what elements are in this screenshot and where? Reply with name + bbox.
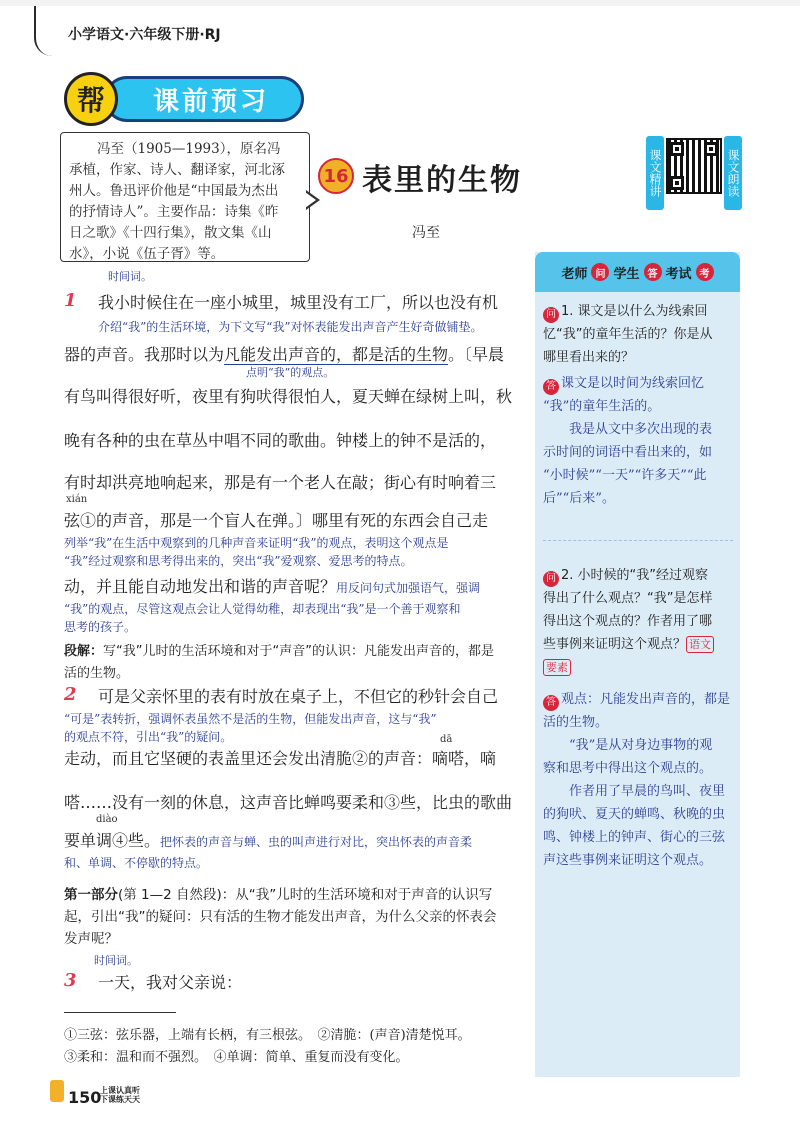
page-number: 150 [68, 1088, 102, 1107]
question-2: 问 2. 小时候的“我”经过观察 得出了什么观点？“我”是怎样 得出这个观点的？作者用了哪 些事例来证明这个观点？ 语文 要素 [543, 568, 713, 674]
paragraph-3-line: 一天，我对父亲说： [98, 973, 243, 992]
paragraph-summary: 段解：写“我”儿时的生活环境和对于“声音”的认识：凡能发出声音的，都是 [64, 644, 494, 659]
paragraph-summary: 活的生物。 [64, 666, 130, 681]
paragraph-1-note: “我”的观点，尽管这观点会让人觉得幼稚，却表现出“我”是一个善于观察和 [64, 602, 461, 616]
paragraph-2-note: 的观点不符，引出“我”的疑问。 [64, 730, 233, 744]
footnote-divider [64, 1012, 176, 1013]
author-note-line: 日之歌》《十四行集》，散文集《山 [69, 225, 272, 241]
question-badge-icon: 问 [543, 307, 559, 323]
lesson-explain-label[interactable]: 课文精讲 [646, 136, 664, 210]
answer-2: 答 观点：凡能发出声音的，都是 活的生物。 “我”是从对身边事物的观 察和思考中得出这个观点的。 作者用了早晨的鸟叫、夜里 的狗吠、夏天的蝉鸣、秋晚的虫 鸣、钟楼上的钟声、街心的三弦 声这些事例来证明这个观点。 [543, 692, 731, 868]
page-badge-icon [50, 1080, 64, 1102]
answer-badge-icon: 答 [644, 263, 662, 281]
role-student: 学生 [613, 266, 640, 282]
page-slogan: 上课认真听 下课练天天 [100, 1086, 140, 1104]
role-teacher: 老师 [561, 266, 588, 282]
role-exam: 考试 [665, 266, 692, 282]
paragraph-1-line: 晚有各种的虫在草丛中唱不同的歌曲。钟楼上的钟不是活的， [64, 431, 497, 450]
paragraph-2-line: 走动，而且它坚硬的表盖里还会发出清脆②的声音：嘀嗒，嘀 [64, 749, 497, 768]
book-title: 小学语文·六年级下册·RJ [68, 27, 221, 43]
pinyin: dā [440, 734, 453, 745]
annotation-time-word: 时间词。 [94, 954, 138, 967]
lesson-author: 冯至 [412, 225, 440, 241]
paragraph-number: 2 [64, 684, 77, 705]
author-note-line: 的抒情诗人”。主要作品：诗集《昨 [69, 204, 279, 220]
chinese-element-tag: 语文 [686, 636, 714, 653]
sidebar-divider [543, 540, 733, 541]
paragraph-1-line: 有鸟叫得很好听，夜里有狗吠得很怕人，夏天蝉在绿树上叫，秋 [64, 387, 513, 406]
paragraph-number: 3 [64, 970, 77, 991]
answer-badge-icon: 答 [543, 695, 559, 711]
chinese-element-tag: 要素 [543, 659, 571, 676]
page-top-edge [0, 0, 800, 6]
author-note-line: 冯至（1905—1993），原名冯 [97, 141, 281, 157]
answer-1: 答 课文是以时间为线索回忆 “我”的童年生活的。 我是从文中多次出现的表 示时间的词语中看出来的，如 “小时候”“一天”“许多天”“此 后”“后来”。 [543, 376, 713, 506]
paragraph-1-line: 有时却洪亮地响起来，那是有一个老人在敲；街心有时响着三 [64, 473, 497, 492]
paragraph-1-note: 列举“我”在生活中观察到的几种声音来证明“我”的观点，表明这个观点是 [64, 536, 449, 550]
qr-code-icon[interactable] [666, 138, 722, 194]
paragraph-1-note: 思考的孩子。 [64, 620, 137, 634]
exam-badge-icon: 考 [696, 263, 714, 281]
footnote-line: ①三弦：弦乐器，上端有长柄，有三根弦。 ②清脆：(声音)清楚悦耳。 [64, 1028, 471, 1043]
paragraph-1-line: 动，并且能自动地发出和谐的声音呢？用反问句式加强语气，强调 [64, 577, 481, 596]
paragraph-1-line: 器的声音。我那时以为凡能发出声音的，都是活的生物。〔早晨 [64, 345, 505, 364]
paragraph-2-line: 嗒……没有一刻的休息，这声音比蝉鸣要柔和③些，比虫的歌曲 [64, 793, 513, 812]
author-note-line: 州人。鲁迅评价他是“中国最为杰出 [69, 183, 279, 199]
lesson-number-badge: 16 [318, 158, 354, 194]
annotation-time-word: 时间词。 [108, 270, 152, 283]
pinyin: diào [96, 814, 118, 825]
paragraph-number: 1 [64, 290, 77, 311]
annotation-viewpoint: 点明“我”的观点。 [246, 366, 335, 379]
part-1-summary: 第一部分(第 1—2 自然段)：从“我”儿时的生活环境和对于声音的认识写 起，引出“我”的疑问：只有活的生物才能发出声音，为什么父亲的怀表会 发声呢？ [64, 887, 497, 947]
paragraph-1-line: 我小时候住在一座小城里，城里没有工厂，所以也没有机 [98, 293, 499, 312]
paragraph-1-note: “我”经过观察和思考得出来的，突出“我”爱观察、爱思考的特点。 [64, 554, 413, 568]
qa-sidebar-header [535, 252, 740, 292]
footnote-line: ③柔和：温和而不强烈。 ④单调：简单、重复而没有变化。 [64, 1050, 409, 1065]
author-note-line: 承植，作家、诗人、翻译家，河北涿 [69, 162, 285, 178]
question-badge-icon: 问 [543, 571, 559, 587]
author-note-line: 水》，小说《伍子胥》等。 [69, 246, 225, 262]
lesson-title: 表里的生物 [362, 163, 522, 198]
lesson-reading-label[interactable]: 课文朗读 [724, 136, 742, 210]
question-1: 问 1. 课文是以什么为线索回 忆“我”的童年生活的？你是从 哪里看出来的？ [543, 304, 713, 365]
page-corner-curve [34, 6, 54, 56]
ask-badge-icon: 问 [591, 263, 609, 281]
bang-badge: 帮 [64, 72, 118, 126]
paragraph-2-line: 要单调④些。把怀表的声音与蝉、虫的叫声进行对比，突出怀表的声音柔 [64, 831, 473, 850]
pinyin: xián [66, 494, 88, 505]
paragraph-1-note: 介绍“我”的生活环境，为下文写“我”对怀表能发出声音产生好奇做铺垫。 [98, 320, 483, 334]
bubble-tail-inner [305, 192, 316, 208]
paragraph-1-line: 弦①的声音，那是一个盲人在弹。〕哪里有死的东西会自己走 [64, 511, 489, 530]
answer-badge-icon: 答 [543, 379, 559, 395]
author-note-bubble [60, 132, 310, 262]
preview-banner: 课前预习 [104, 76, 304, 122]
paragraph-2-note: “可是”表转折，强调怀表虽然不是活的生物，但能发出声音，这与“我” [64, 712, 437, 726]
paragraph-2-line: 可是父亲怀里的表有时放在桌子上，不但它的秒针会自己 [98, 687, 499, 706]
paragraph-2-note: 和、单调、不停歇的特点。 [64, 856, 209, 870]
